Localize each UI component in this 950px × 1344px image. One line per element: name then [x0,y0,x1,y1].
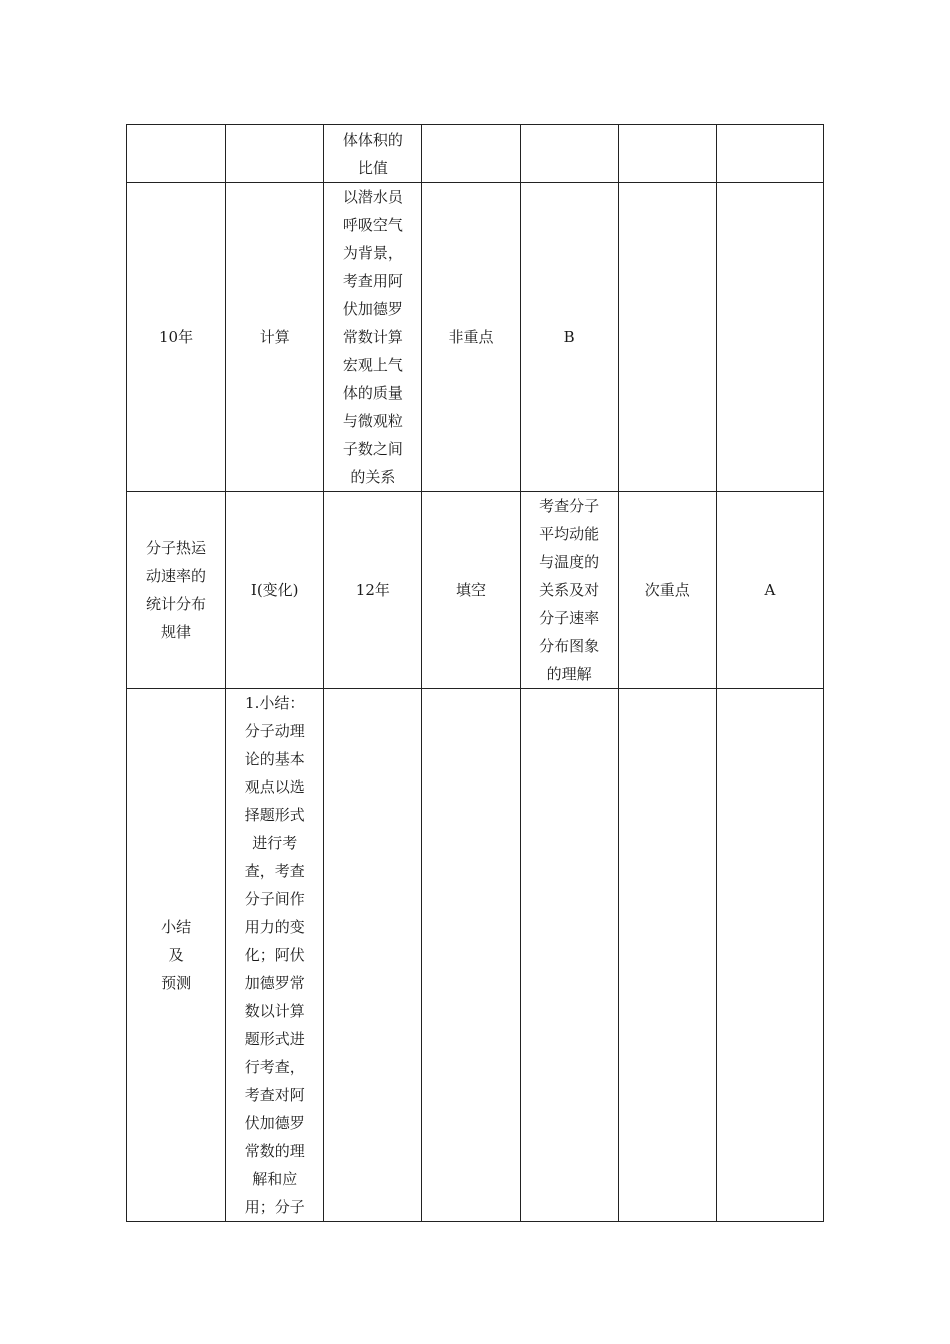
table-cell: 小结 及 预测 [127,689,226,1222]
table-cell [520,125,618,183]
table-cell: 计算 [226,183,324,492]
table-cell [618,183,716,492]
table-cell [716,125,823,183]
table-row [127,125,824,183]
table-row [127,492,824,689]
table-cell [716,183,823,492]
table-cell: 考查分子 平均动能 与温度的 关系及对 分子速率 分布图象 的理解 [520,492,618,689]
table-cell [422,125,520,183]
exam-analysis-table [126,124,824,1222]
table-cell [520,689,618,1222]
table-cell: 1.小结： 分子动理 论的基本 观点以选 择题形式 进行考 查，考查 分子间作 用力的变 化；阿伏 加德罗常 数以计算 题形式进 行考查， 考查对阿 伏加德罗 常数的理 解和应 用；分子 [226,689,324,1222]
table-cell [618,689,716,1222]
table-row [127,689,824,1222]
table-cell: B [520,183,618,492]
table-cell: 填空 [422,492,520,689]
table-cell: 体体积的 比值 [324,125,422,183]
table-cell [618,125,716,183]
table-cell [716,689,823,1222]
table-cell: 10年 [127,183,226,492]
table-cell [226,125,324,183]
table-cell [324,689,422,1222]
table-cell: Ⅰ(变化) [226,492,324,689]
table-cell [127,125,226,183]
table-cell: A [716,492,823,689]
table-cell [422,689,520,1222]
table-row [127,183,824,492]
table-cell: 12年 [324,492,422,689]
table-cell: 以潜水员 呼吸空气 为背景， 考查用阿 伏加德罗 常数计算 宏观上气 体的质量 与微观粒 子数之间 的关系 [324,183,422,492]
table-cell: 非重点 [422,183,520,492]
table-cell: 次重点 [618,492,716,689]
table-cell: 分子热运 动速率的 统计分布 规律 [127,492,226,689]
